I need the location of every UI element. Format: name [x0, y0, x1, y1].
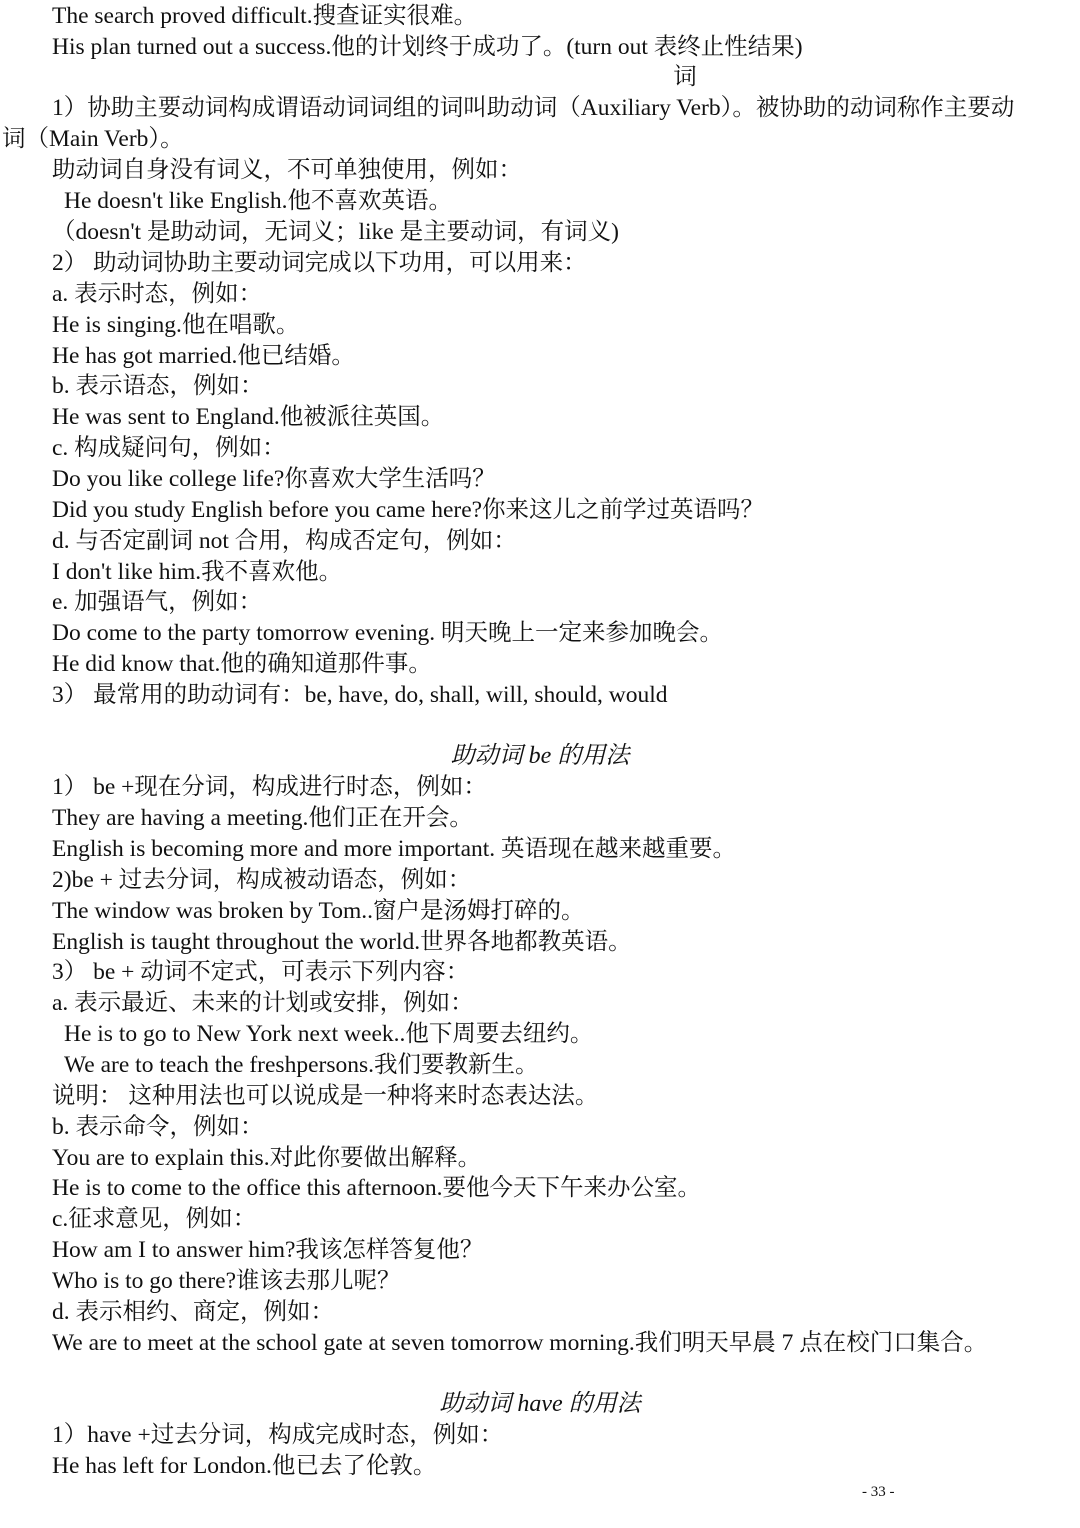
example-line: He has left for London.他已去了伦敦。: [52, 1453, 437, 1479]
example-line: I don't like him.我不喜欢他。: [52, 559, 343, 585]
text-line: b. 表示命令，例如：: [52, 1114, 264, 1140]
text-line: The search proved difficult.搜查证实很难。: [52, 3, 478, 29]
text-line: 1）协助主要动词构成谓语动词词组的词叫助动词（Auxiliary Verb）。被协助的动词称作主要动: [52, 95, 1015, 121]
example-line: The window was broken by Tom..窗户是汤姆打碎的。: [52, 898, 585, 924]
example-line: We are to teach the freshpersons.我们要教新生。: [64, 1052, 539, 1078]
text-line: e. 加强语气，例如：: [52, 589, 263, 615]
example-line: He has got married.他已结婚。: [52, 343, 355, 369]
example-line: He doesn't like English.他不喜欢英语。: [64, 188, 453, 214]
text-line: 3） be + 动词不定式，可表示下列内容：: [52, 959, 470, 985]
text-line: a. 表示时态，例如：: [52, 281, 263, 307]
text-line: 1）have +过去分词，构成完成时态，例如：: [52, 1422, 504, 1448]
text-line: c.征求意见，例如：: [52, 1206, 257, 1232]
text-line: b. 表示语态，例如：: [52, 373, 264, 399]
text-line: 2） 助动词协助主要动词完成以下功用，可以用来：: [52, 250, 587, 276]
example-line: We are to meet at the school gate at seven tomorrow morning.我们明天早晨 7 点在校门口集合。: [52, 1330, 988, 1356]
example-line: He was sent to England.他被派往英国。: [52, 404, 445, 430]
section-heading-have: 助动词 have 的用法: [439, 1391, 641, 1417]
example-line: How am I to answer him?我该怎样答复他？: [52, 1237, 484, 1263]
text-line: （doesn't 是助动词，无词义；like 是主要动词，有词义): [52, 219, 619, 245]
text-line-wrapped: 词: [673, 64, 697, 90]
example-line: You are to explain this.对此你要做出解释。: [52, 1145, 482, 1171]
example-line: Did you study English before you came here?你来这儿之前学过英语吗？: [52, 497, 765, 523]
example-line: He did know that.他的确知道那件事。: [52, 651, 432, 677]
text-line: 1） be +现在分词，构成进行时态，例如：: [52, 774, 487, 800]
example-line: English is taught throughout the world.世界各地都教英语。: [52, 929, 632, 955]
text-line: 助动词自身没有词义，不可单独使用，例如：: [52, 157, 522, 183]
text-line: a. 表示最近、未来的计划或安排，例如：: [52, 990, 474, 1016]
text-line: c. 构成疑问句，例如：: [52, 435, 286, 461]
example-line: They are having a meeting.他们正在开会。: [52, 805, 473, 831]
example-line: Who is to go there?谁该去那儿呢？: [52, 1268, 401, 1294]
example-line: He is singing.他在唱歌。: [52, 312, 300, 338]
text-line: 3） 最常用的助动词有：be, have, do, shall, will, should, would: [52, 682, 668, 708]
example-line: Do you like college life?你喜欢大学生活吗？: [52, 466, 496, 492]
example-line: He is to come to the office this afternoon.要他今天下午来办公室。: [52, 1175, 701, 1201]
section-heading-be: 助动词 be 的用法: [450, 743, 630, 769]
text-line: 2)be + 过去分词，构成被动语态，例如：: [52, 867, 472, 893]
note-line: 说明： 这种用法也可以说成是一种将来时态表达法。: [52, 1083, 599, 1109]
example-line: Do come to the party tomorrow evening. 明天晚上一定来参加晚会。: [52, 620, 723, 646]
text-line: 词（Main Verb）。: [2, 126, 184, 152]
example-line: English is becoming more and more important. 英语现在越来越重要。: [52, 836, 737, 862]
text-line: d. 与否定副词 not 合用，构成否定句，例如：: [52, 528, 517, 554]
text-line: d. 表示相约、商定，例如：: [52, 1299, 334, 1325]
page-number: - 33 -: [862, 1484, 895, 1500]
example-line: He is to go to New York next week..他下周要去纽约。: [64, 1021, 594, 1047]
text-line: His plan turned out a success.他的计划终于成功了。(turn out 表终止性结果): [52, 34, 803, 60]
